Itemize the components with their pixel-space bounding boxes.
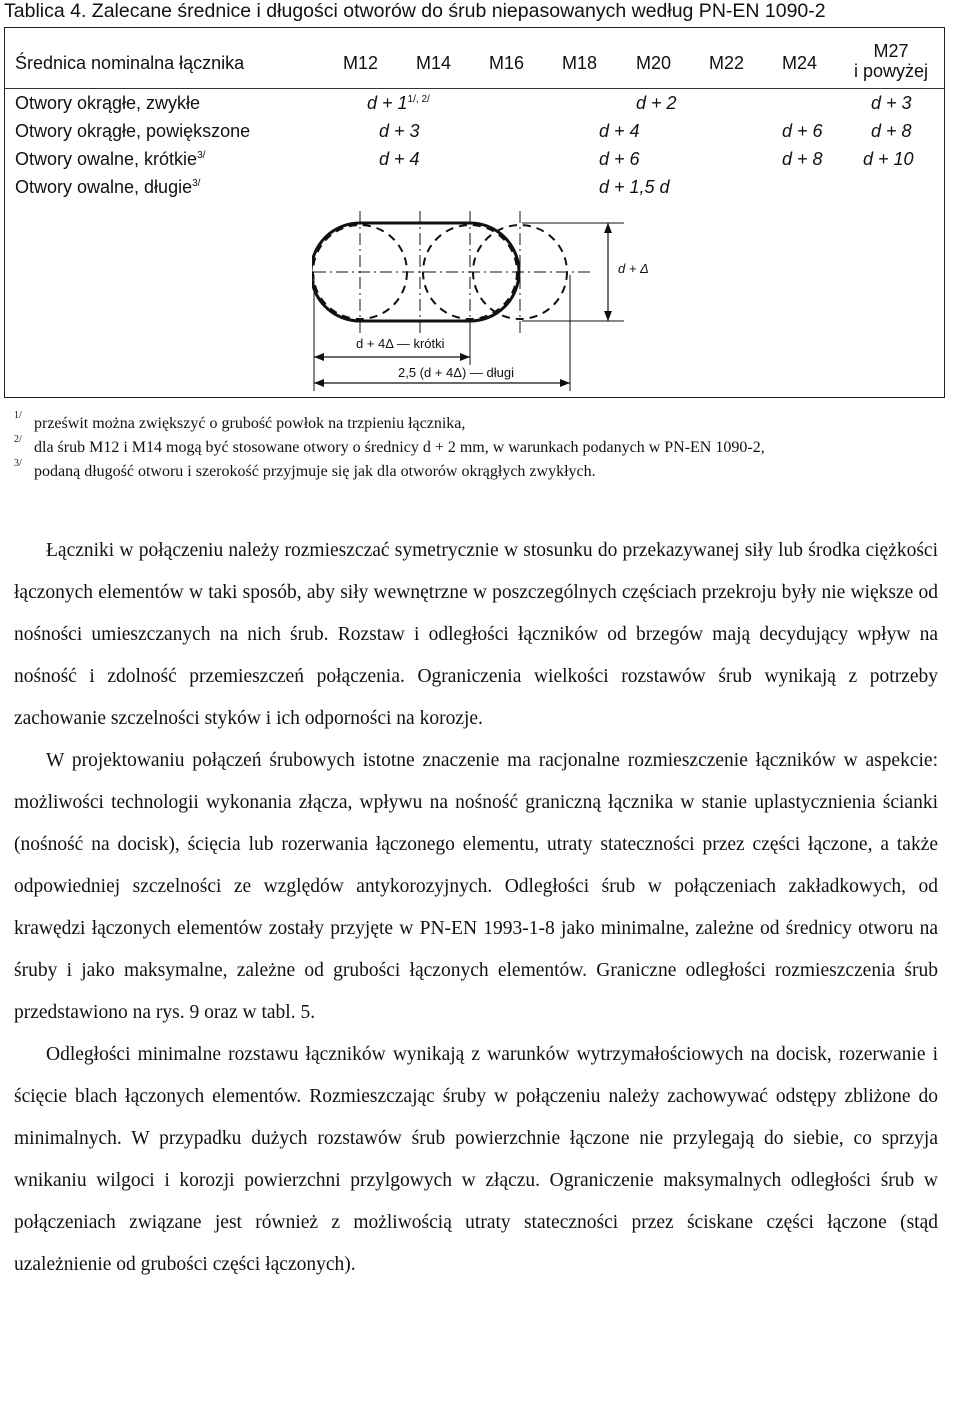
row2-value-m27: d + 8 (871, 121, 912, 141)
label-short: d + 4Δ — krótki (356, 336, 445, 351)
table-caption: Tablica 4. Zalecane średnice i długości otworów do śrub niepasowanych według PN-EN 1090-2 (4, 0, 826, 22)
row-label-slot-short (15, 148, 205, 170)
footnote-3 (14, 460, 765, 484)
header-label: Średnica nominalna łącznika (15, 53, 245, 73)
arrow-short-left (314, 353, 324, 361)
row2-value-m24: d + 6 (782, 121, 823, 141)
slotted-hole-figure (312, 205, 672, 393)
row-label-text: Otwory owalne, krótkie (15, 149, 198, 169)
row-label-text: Otwory okrągłe, zwykłe (15, 93, 201, 113)
footnote-ref: 3/ (192, 178, 201, 189)
footnote-text: podaną długość otworu i szerokość przyjmuje się jak dla otworów okrągłych zwykłych. (34, 463, 596, 480)
col-header-m27-line2: i powyżej (853, 61, 929, 81)
row2-value-m12-m16: d + 3 (379, 121, 420, 141)
col-header-m27-line1: M27 (873, 41, 909, 61)
footnote-mark: 3/ (14, 458, 22, 469)
col-header-m16: M16 (489, 53, 525, 73)
row-label-round-normal (15, 92, 200, 114)
row-label-text: Otwory owalne, długie (15, 177, 193, 197)
row1-value-m12-m14 (367, 92, 430, 114)
row1-value-m27: d + 3 (871, 93, 912, 113)
arrow-long-left (314, 379, 324, 387)
paragraph-3: Odległości minimalne rozstawu łączników wynikają z warunków wytrzymałościowych na docisk, rozerwanie i ścięcie blach łączonych elementów. Rozmieszczając śruby w połączeniu należy zachowywać odstępy zbliżone do minimalnych. W przypadku dużych rozstawów śrub powierzchnie łączone nie przylegają do siebie, co sprzyja wnikaniu wilgoci i korozji powierzchni przylgowych w złączu. Ograniczenie maksymalnych odległości śrub w połączeniach związane jest również z możliwością utraty stateczności przez ściskane części łączone (stąd uzależnienie od grubości części łączonych). (14, 1044, 938, 1275)
footnote-text: prześwit można zwiększyć o grubość powłok na trzpieniu łącznika, (34, 415, 466, 432)
table-footnotes (14, 412, 765, 484)
paragraph-1: Łączniki w połączeniu należy rozmieszczać symetrycznie w stosunku do przekazywanej siły lub środka ciężkości łączonych elementów w taki sposób, aby siły wewnętrzne w poszczególnych częściach przekroju były nie większe od nośności umieszczanych na nich śrub. Rozstaw i odległości łączników od brzegów mają decydujący wpływ na nośność i zdolność przemieszczeń połączenia. Ograniczenia wielkości rozstawów śrub wynikają z potrzeby zachowanie szczelności styków i ich odporności na korozje. (14, 540, 938, 729)
value-text: d + 1 (367, 93, 408, 113)
footnote-2 (14, 436, 765, 460)
row-label-round-oversize: Otwory okrągłe, powiększone (15, 121, 251, 141)
footnote-1 (14, 412, 765, 436)
col-header-m22: M22 (709, 53, 745, 73)
arrow-short-right (460, 353, 470, 361)
footnote-ref: 3/ (197, 150, 206, 161)
row3-value-m24: d + 8 (782, 149, 823, 169)
col-header-m24: M24 (782, 53, 818, 73)
footnote-mark: 1/ (14, 410, 22, 421)
label-long: 2,5 (d + 4Δ) — długi (398, 365, 514, 380)
footnote-ref: 1/, 2/ (407, 94, 430, 105)
row2-value-m18-m22: d + 4 (599, 121, 640, 141)
col-header-m20: M20 (636, 53, 672, 73)
row-label-slot-long (15, 176, 200, 198)
label-height: d + Δ (618, 261, 649, 276)
arrow-height-bottom (604, 311, 612, 321)
row4-value-all: d + 1,5 d (599, 177, 670, 197)
footnote-text: dla śrub M12 i M14 mogą być stosowane otwory o średnicy d + 2 mm, w warunkach podanych w PN-EN 1090-2, (34, 439, 765, 456)
paragraph-2: W projektowaniu połączeń śrubowych istotne znaczenie ma racjonalne rozmieszczenie łączników w aspekcie: możliwości technologii wykonania złącza, wpływu na nośność graniczną łącznika w stanie uplastycznienia ścianki (nośność na docisk), ścięcia lub rozerwania łączonego elementu, utraty stateczności przez części łączone, a także odpowiedniej szczelności ze względów antykorozyjnych. Odległości śrub w połączeniach zakładkowych, od krawędzi łączonych elementów zostały przyjęte w PN-EN 1993-1-8 jako minimalne, zależne od średnicy otworu na śruby i jako maksymalne, zależne od grubości łączonych elementów. Graniczne odległości rozmieszczenia śrub przedstawiono na rys. 9 oraz w tabl. 5. (14, 750, 938, 1023)
col-header-m27 (841, 41, 941, 81)
row3-value-m12-m16: d + 4 (379, 149, 420, 169)
arrow-long-right (560, 379, 570, 387)
body-text (14, 530, 938, 1286)
col-header-m14: M14 (416, 53, 452, 73)
arrow-height-top (604, 223, 612, 233)
footnote-mark: 2/ (14, 434, 22, 445)
col-header-m18: M18 (562, 53, 598, 73)
table-header-divider (5, 88, 944, 89)
col-header-m12: M12 (343, 53, 379, 73)
row1-value-m16-m24: d + 2 (636, 93, 677, 113)
row3-value-m27: d + 10 (863, 149, 914, 169)
row3-value-m18-m22: d + 6 (599, 149, 640, 169)
